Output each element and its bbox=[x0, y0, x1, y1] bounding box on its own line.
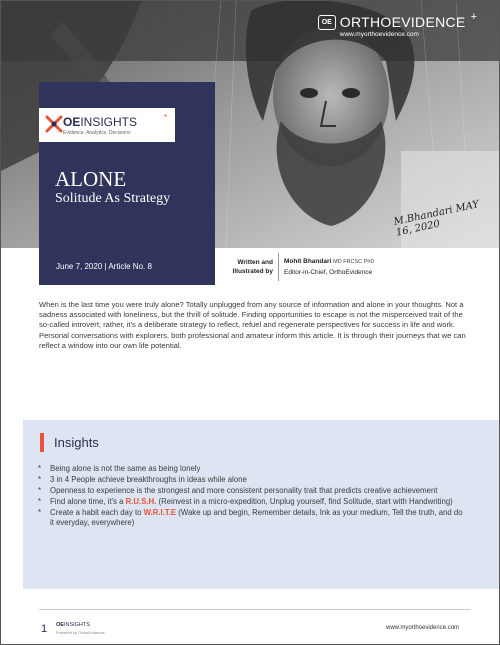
written-label: Written and Illustrated by bbox=[232, 259, 273, 275]
oe-badge-icon: OE bbox=[318, 15, 336, 30]
bullet-icon: * bbox=[38, 464, 42, 473]
insight-item: * 3 in 4 People achieve breakthroughs in ideas while alone bbox=[38, 475, 247, 484]
brand-plus-icon: + bbox=[470, 11, 477, 23]
insights-list bbox=[38, 464, 468, 529]
insight-item: * Being alone is not the same as being lonely bbox=[38, 464, 201, 473]
footer-logo: OEINSIGHTS bbox=[56, 622, 90, 628]
footer-logo-sub: Powered by OrthoEvidence bbox=[56, 630, 105, 635]
footer-divider bbox=[39, 609, 471, 610]
insights-box bbox=[23, 420, 499, 589]
write-acronym: W.R.I.T.E bbox=[143, 508, 177, 517]
insights-accent-bar bbox=[40, 433, 44, 452]
bullet-icon: * bbox=[38, 508, 42, 517]
orthoevidence-brand bbox=[318, 11, 477, 38]
brand-name: ORTHOEVIDENCE bbox=[339, 14, 466, 30]
insight-item: * Find alone time, it's a R.U.S.H. (Reinvest in a micro-expedition, Unplug yourself, find Solitude, start with Handwriting) bbox=[38, 497, 453, 506]
intro-paragraph-2: Personal conversations with explorers, both professional and amateur inform this article. It is through their journeys that we can reflect a window into our own life potential. bbox=[39, 330, 466, 350]
author-name: Mohit Bhandari MD FRCSC PhD bbox=[284, 258, 375, 265]
hero-illustration bbox=[1, 1, 499, 248]
byline-divider bbox=[278, 253, 279, 281]
date-article-number: June 7, 2020 | Article No. 8 bbox=[56, 262, 152, 271]
bullet-icon: * bbox=[38, 475, 42, 484]
title-panel bbox=[39, 82, 215, 248]
insight-item: * Create a habit each day to W.R.I.T.E (Wake up and begin, Remember details, Ink as your medium, Tell the truth, and do it everyday, everywhere) bbox=[38, 508, 463, 527]
page-number: 1 bbox=[41, 623, 48, 635]
brand-url-link[interactable]: www.myorthoevidence.com bbox=[339, 31, 419, 38]
footer-url-link[interactable]: www.myorthoevidence.com bbox=[386, 625, 460, 631]
rush-acronym: R.U.S.H. bbox=[125, 497, 157, 506]
oe-insights-logo bbox=[39, 108, 175, 142]
intro-paragraph-1: When is the last time you were truly alone? Totally unplugged from any source of information and alone in your thoughts. Not a sadness associated with loneliness, but the thrill of solitude. Finding opportunities to escape is not the misperceived trait of the so-called introvert; rather, it's a deliberate strategy to reflect, refuel and regenerate perspectives for success in life and work. bbox=[39, 300, 464, 330]
bullet-icon: * bbox=[38, 486, 42, 495]
oe-x-logo-icon bbox=[45, 115, 63, 133]
logo-star: * bbox=[164, 113, 168, 122]
artist-signature: M.Bhandari MAY 16, 2020 bbox=[392, 199, 481, 239]
logo-text: OEINSIGHTS bbox=[63, 115, 138, 129]
byline-strip bbox=[1, 248, 499, 285]
author-role: Editor-in-Chief, OrthoEvidence bbox=[284, 269, 373, 276]
intro-text bbox=[39, 300, 471, 351]
insights-title: Insights bbox=[54, 435, 99, 450]
bullet-icon: * bbox=[38, 497, 42, 506]
date-panel bbox=[39, 248, 215, 285]
insight-item: * Openness to experience is the strongest and more consistent personality trait that predicts creative achievement bbox=[38, 486, 438, 495]
article-subtitle: Solitude As Strategy bbox=[55, 191, 171, 206]
article-title: ALONE bbox=[55, 167, 127, 191]
logo-tagline: Evidence. Analytics. Decisions bbox=[63, 130, 131, 136]
